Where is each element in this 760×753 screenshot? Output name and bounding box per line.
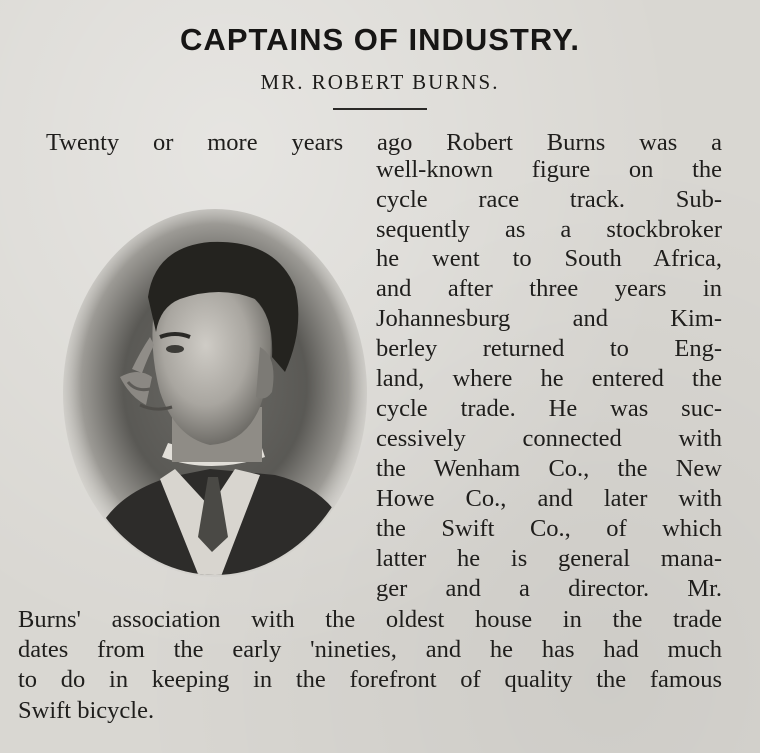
text-line: dates from the early 'nineties, and he has had much: [18, 636, 722, 663]
title-divider: [333, 108, 427, 110]
text-line: cessively connected with: [376, 425, 722, 452]
text-line: Twenty or more years ago Robert Burns was a: [46, 129, 722, 156]
article-subtitle: MR. ROBERT BURNS.: [260, 70, 500, 94]
portrait-photo: [60, 207, 370, 579]
text-line: Howe Co., and later with: [376, 485, 722, 512]
text-line: the Wenham Co., the New: [376, 455, 722, 482]
text-line: land, where he entered the: [376, 365, 722, 392]
text-line: and after three years in: [376, 275, 722, 302]
text-line: to do in keeping in the forefront of quality the famous: [18, 666, 722, 693]
text-line: Swift bicycle.: [18, 697, 155, 724]
text-line: Burns' association with the oldest house in the trade: [18, 606, 722, 633]
text-line: berley returned to Eng-: [376, 335, 722, 362]
text-line: ger and a director. Mr.: [376, 575, 722, 602]
text-line: cycle trade. He was suc-: [376, 395, 722, 422]
text-line: he went to South Africa,: [376, 245, 722, 272]
text-line: Johannesburg and Kim-: [376, 305, 722, 332]
text-line: the Swift Co., of which: [376, 515, 722, 542]
text-line: latter he is general mana-: [376, 545, 722, 572]
text-line: sequently as a stockbroker: [376, 216, 722, 243]
text-line: cycle race track. Sub-: [376, 186, 722, 213]
article-title: CAPTAINS OF INDUSTRY.: [180, 22, 580, 57]
text-line: well-known figure on the: [376, 156, 722, 183]
